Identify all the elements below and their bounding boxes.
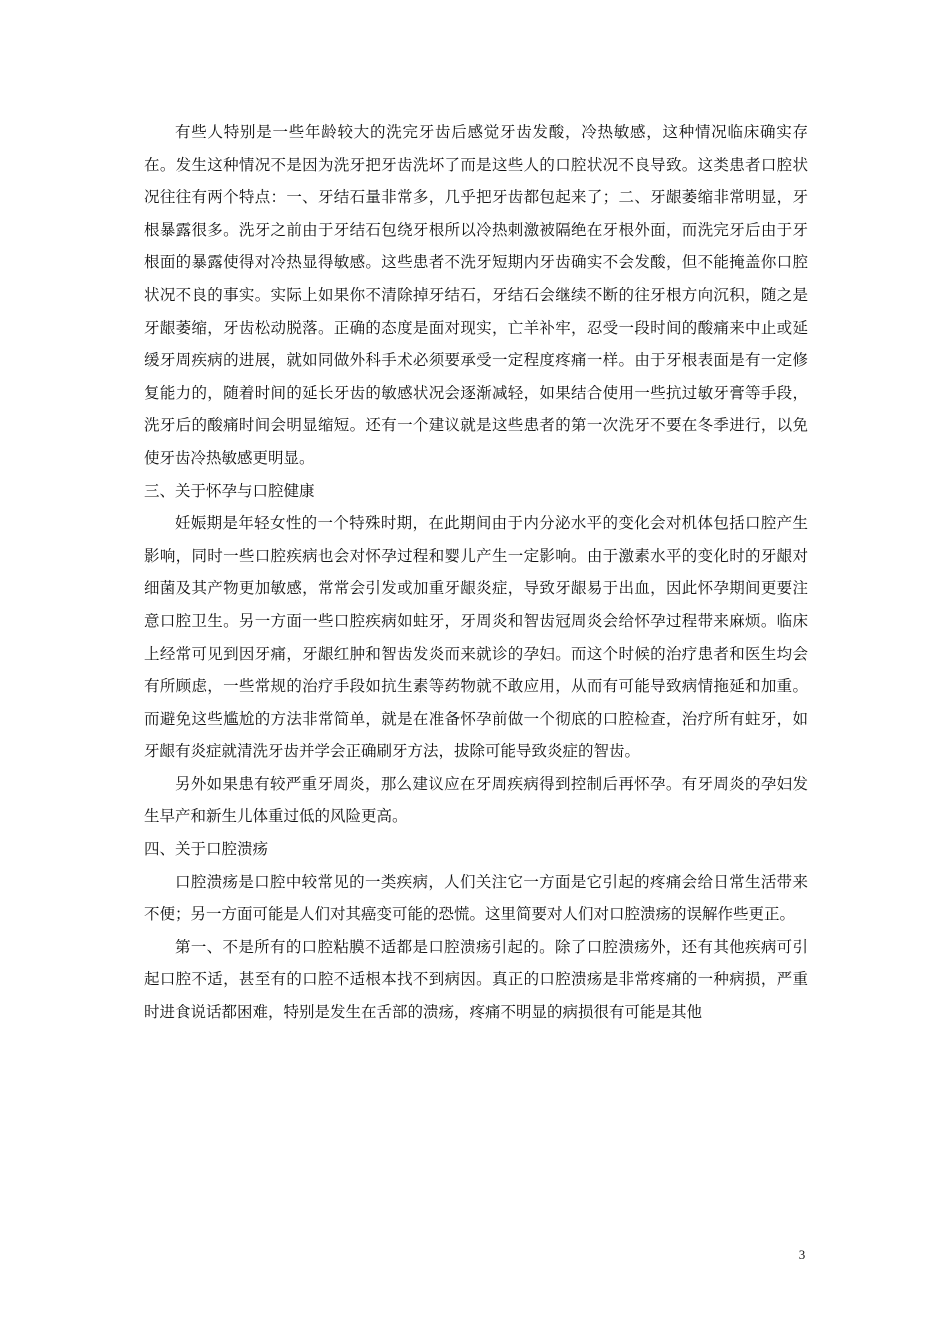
paragraph-pregnancy-oral-health: 妊娠期是年轻女性的一个特殊时期，在此期间由于内分泌水平的变化会对机体包括口腔产生影响，同时一些口腔疾病也会对怀孕过程和婴儿产生一定影响。由于激素水平的变化时的牙龈对细菌及其产物更加敏感，常常会引发或加重牙龈炎症，导致牙龈易于出血，因此怀孕期间更要注意口腔卫生。另一方面一些口腔疾病如蛀牙，牙周炎和智齿冠周炎会给怀孕过程带来麻烦。临床上经常可见到因牙痛，牙龈红肿和智齿发炎而来就诊的孕妇。而这个时候的治疗患者和医生均会有所顾虑，一些常规的治疗手段如抗生素等药物就不敢应用，从而有可能导致病情拖延和加重。而避免这些尴尬的方法非常简单，就是在准备怀孕前做一个彻底的口腔检查，治疗所有蛀牙，如牙龈有炎症就清洗牙齿并学会正确刷牙方法，拔除可能导致炎症的智齿。 (144, 514, 808, 761)
paragraph-scaling-sensitivity: 有些人特别是一些年龄较大的洗完牙齿后感觉牙齿发酸，冷热敏感，这种情况临床确实存在。发生这种情况不是因为洗牙把牙齿洗坏了而是这些人的口腔状况不良导致。这类患者口腔状况往往有两个特点：一、牙结石量非常多，几乎把牙齿都包起来了；二、牙龈萎缩非常明显，牙根暴露很多。洗牙之前由于牙结石包绕牙根所以冷热刺激被隔绝在牙根外面，而洗完牙后由于牙根面的暴露使得对冷热显得敏感。这些患者不洗牙短期内牙齿确实不会发酸，但不能掩盖你口腔状况不良的事实。实际上如果你不清除掉牙结石，牙结石会继续不断的往牙根方向沉积，随之是牙龈萎缩，牙齿松动脱落。正确的态度是面对现实，亡羊补牢，忍受一段时间的酸痛来中止或延缓牙周疾病的进展，就如同做外科手术必须要承受一定程度疼痛一样。由于牙根表面是有一定修复能力的，随着时间的延长牙齿的敏感状况会逐渐减轻，如果结合使用一些抗过敏牙膏等手段，洗牙后的酸痛时间会明显缩短。还有一个建议就是这些患者的第一次洗牙不要在冬季进行，以免使牙齿冷热敏感更明显。 (144, 123, 808, 467)
section-heading-ulcer: 四、关于口腔溃疡 (144, 840, 269, 859)
paragraph-periodontitis-advice: 另外如果患有较严重牙周炎，那么建议应在牙周疾病得到控制后再怀孕。有牙周炎的孕妇发生早产和新生儿体重过低的风险更高。 (144, 774, 808, 826)
document-body (144, 116, 808, 1029)
section-heading-pregnancy: 三、关于怀孕与口腔健康 (144, 481, 315, 500)
page-number: 3 (798, 1247, 806, 1262)
paragraph-ulcer-first-point: 第一、不是所有的口腔粘膜不适都是口腔溃疡引起的。除了口腔溃疡外，还有其他疾病可引起口腔不适，甚至有的口腔不适根本找不到病因。真正的口腔溃疡是非常疼痛的一种病损，严重时进食说话都困难，特别是发生在舌部的溃疡，疼痛不明显的病损很有可能是其他 (144, 937, 808, 1022)
paragraph-ulcer-intro: 口腔溃疡是口腔中较常见的一类疾病，人们关注它一方面是它引起的疼痛会给日常生活带来不便；另一方面可能是人们对其癌变可能的恐慌。这里简要对人们对口腔溃疡的误解作些更正。 (144, 872, 808, 924)
